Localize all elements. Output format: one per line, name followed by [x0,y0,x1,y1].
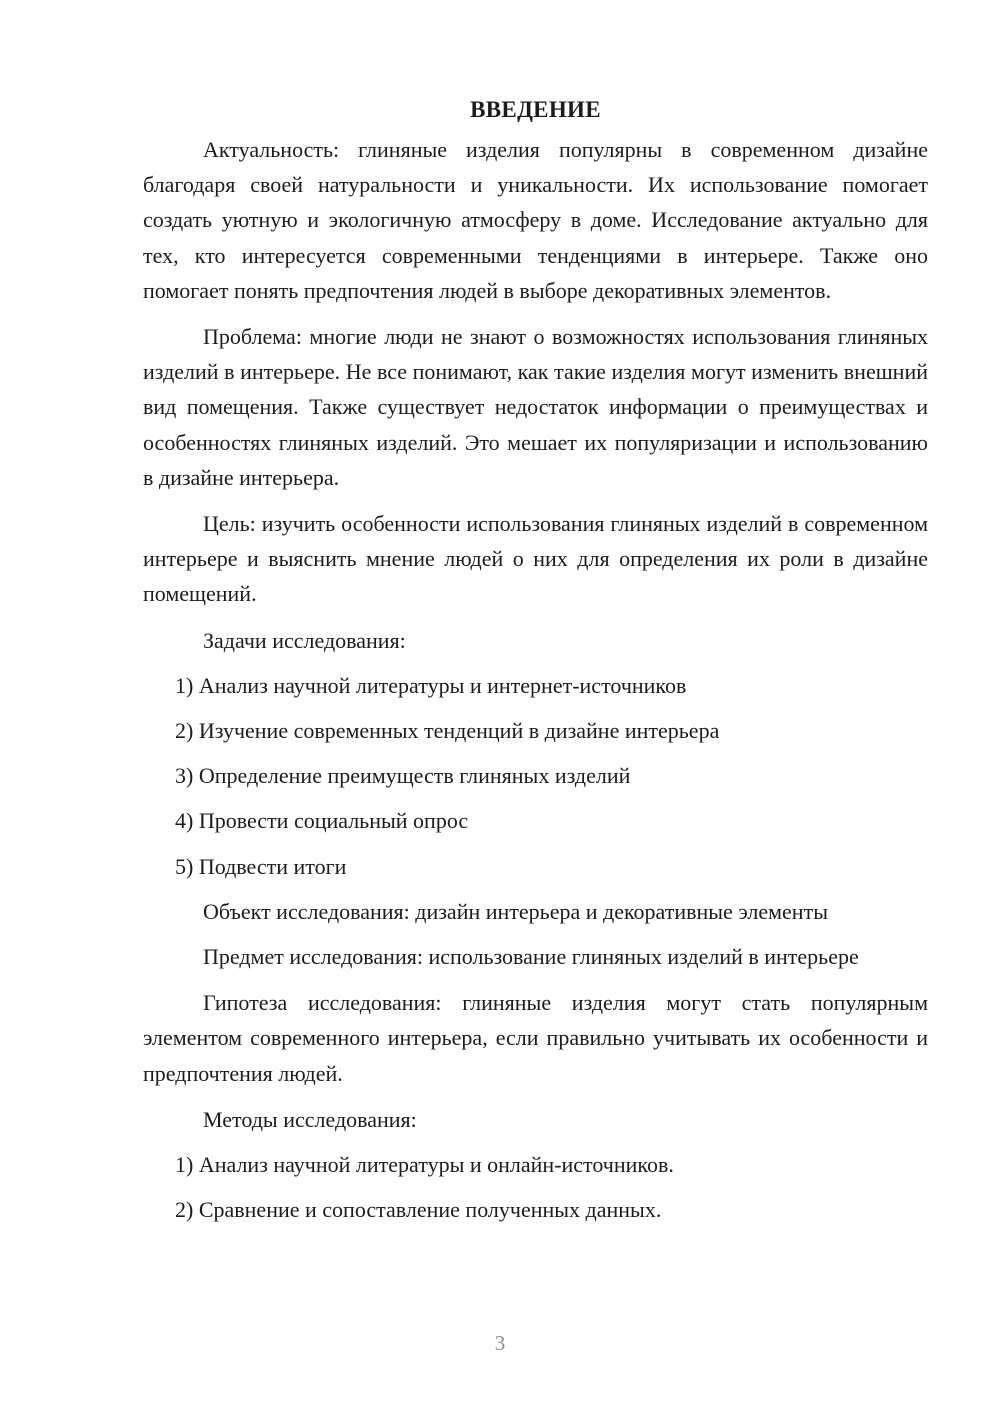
relevance-paragraph: Актуальность: глиняные изделия популярны в современном дизайне благодаря своей натуральности и уникальности. Их использование помогает создать уютную и экологичную атмосферу в доме. Исследование актуально для тех, кто интересуется современными тенденциями в интерьере. Также оно помогает понять предпочтения людей в выборе декоративных элементов. [143,137,928,303]
page-title: ВВЕДЕНИЕ [470,97,601,122]
methods-heading: Методы исследования: [203,1106,417,1132]
task-item: 2) Изучение современных тенденций в дизайне интерьера [175,718,720,744]
task-item: 4) Провести социальный опрос [175,808,469,834]
method-item: 1) Анализ научной литературы и онлайн-источников. [175,1152,674,1178]
tasks-heading: Задачи исследования: [203,627,406,653]
task-item: 3) Определение преимуществ глиняных изделий [175,763,631,789]
method-item: 2) Сравнение и сопоставление полученных данных. [175,1197,662,1223]
subject-paragraph: Предмет исследования: использование глиняных изделий в интерьере [203,944,859,970]
task-item: 1) Анализ научной литературы и интернет-источников [175,672,687,698]
methods-list [143,1147,928,1227]
tasks-list [143,668,928,884]
page-number: 3 [494,1331,506,1355]
goal-paragraph: Цель: изучить особенности использования глиняных изделий в современном интерьере и выяснить мнение людей о них для определения их роли в дизайне помещений. [143,511,928,607]
object-paragraph: Объект исследования: дизайн интерьера и декоративные элементы [203,898,828,924]
document-page [143,94,928,1237]
hypothesis-paragraph: Гипотеза исследования: глиняные изделия могут стать популярным элементом современного интерьера, если правильно учитывать их особенности и предпочтения людей. [143,990,928,1086]
problem-paragraph: Проблема: многие люди не знают о возможностях использования глиняных изделий в интерьере. Не все понимают, как такие изделия могут изменить внешний вид помещения. Также существует недостаток информации о преимуществах и особенностях глиняных изделий. Это мешает их популяризации и использованию в дизайне интерьера. [143,324,928,490]
task-item: 5) Подвести итоги [175,853,347,879]
